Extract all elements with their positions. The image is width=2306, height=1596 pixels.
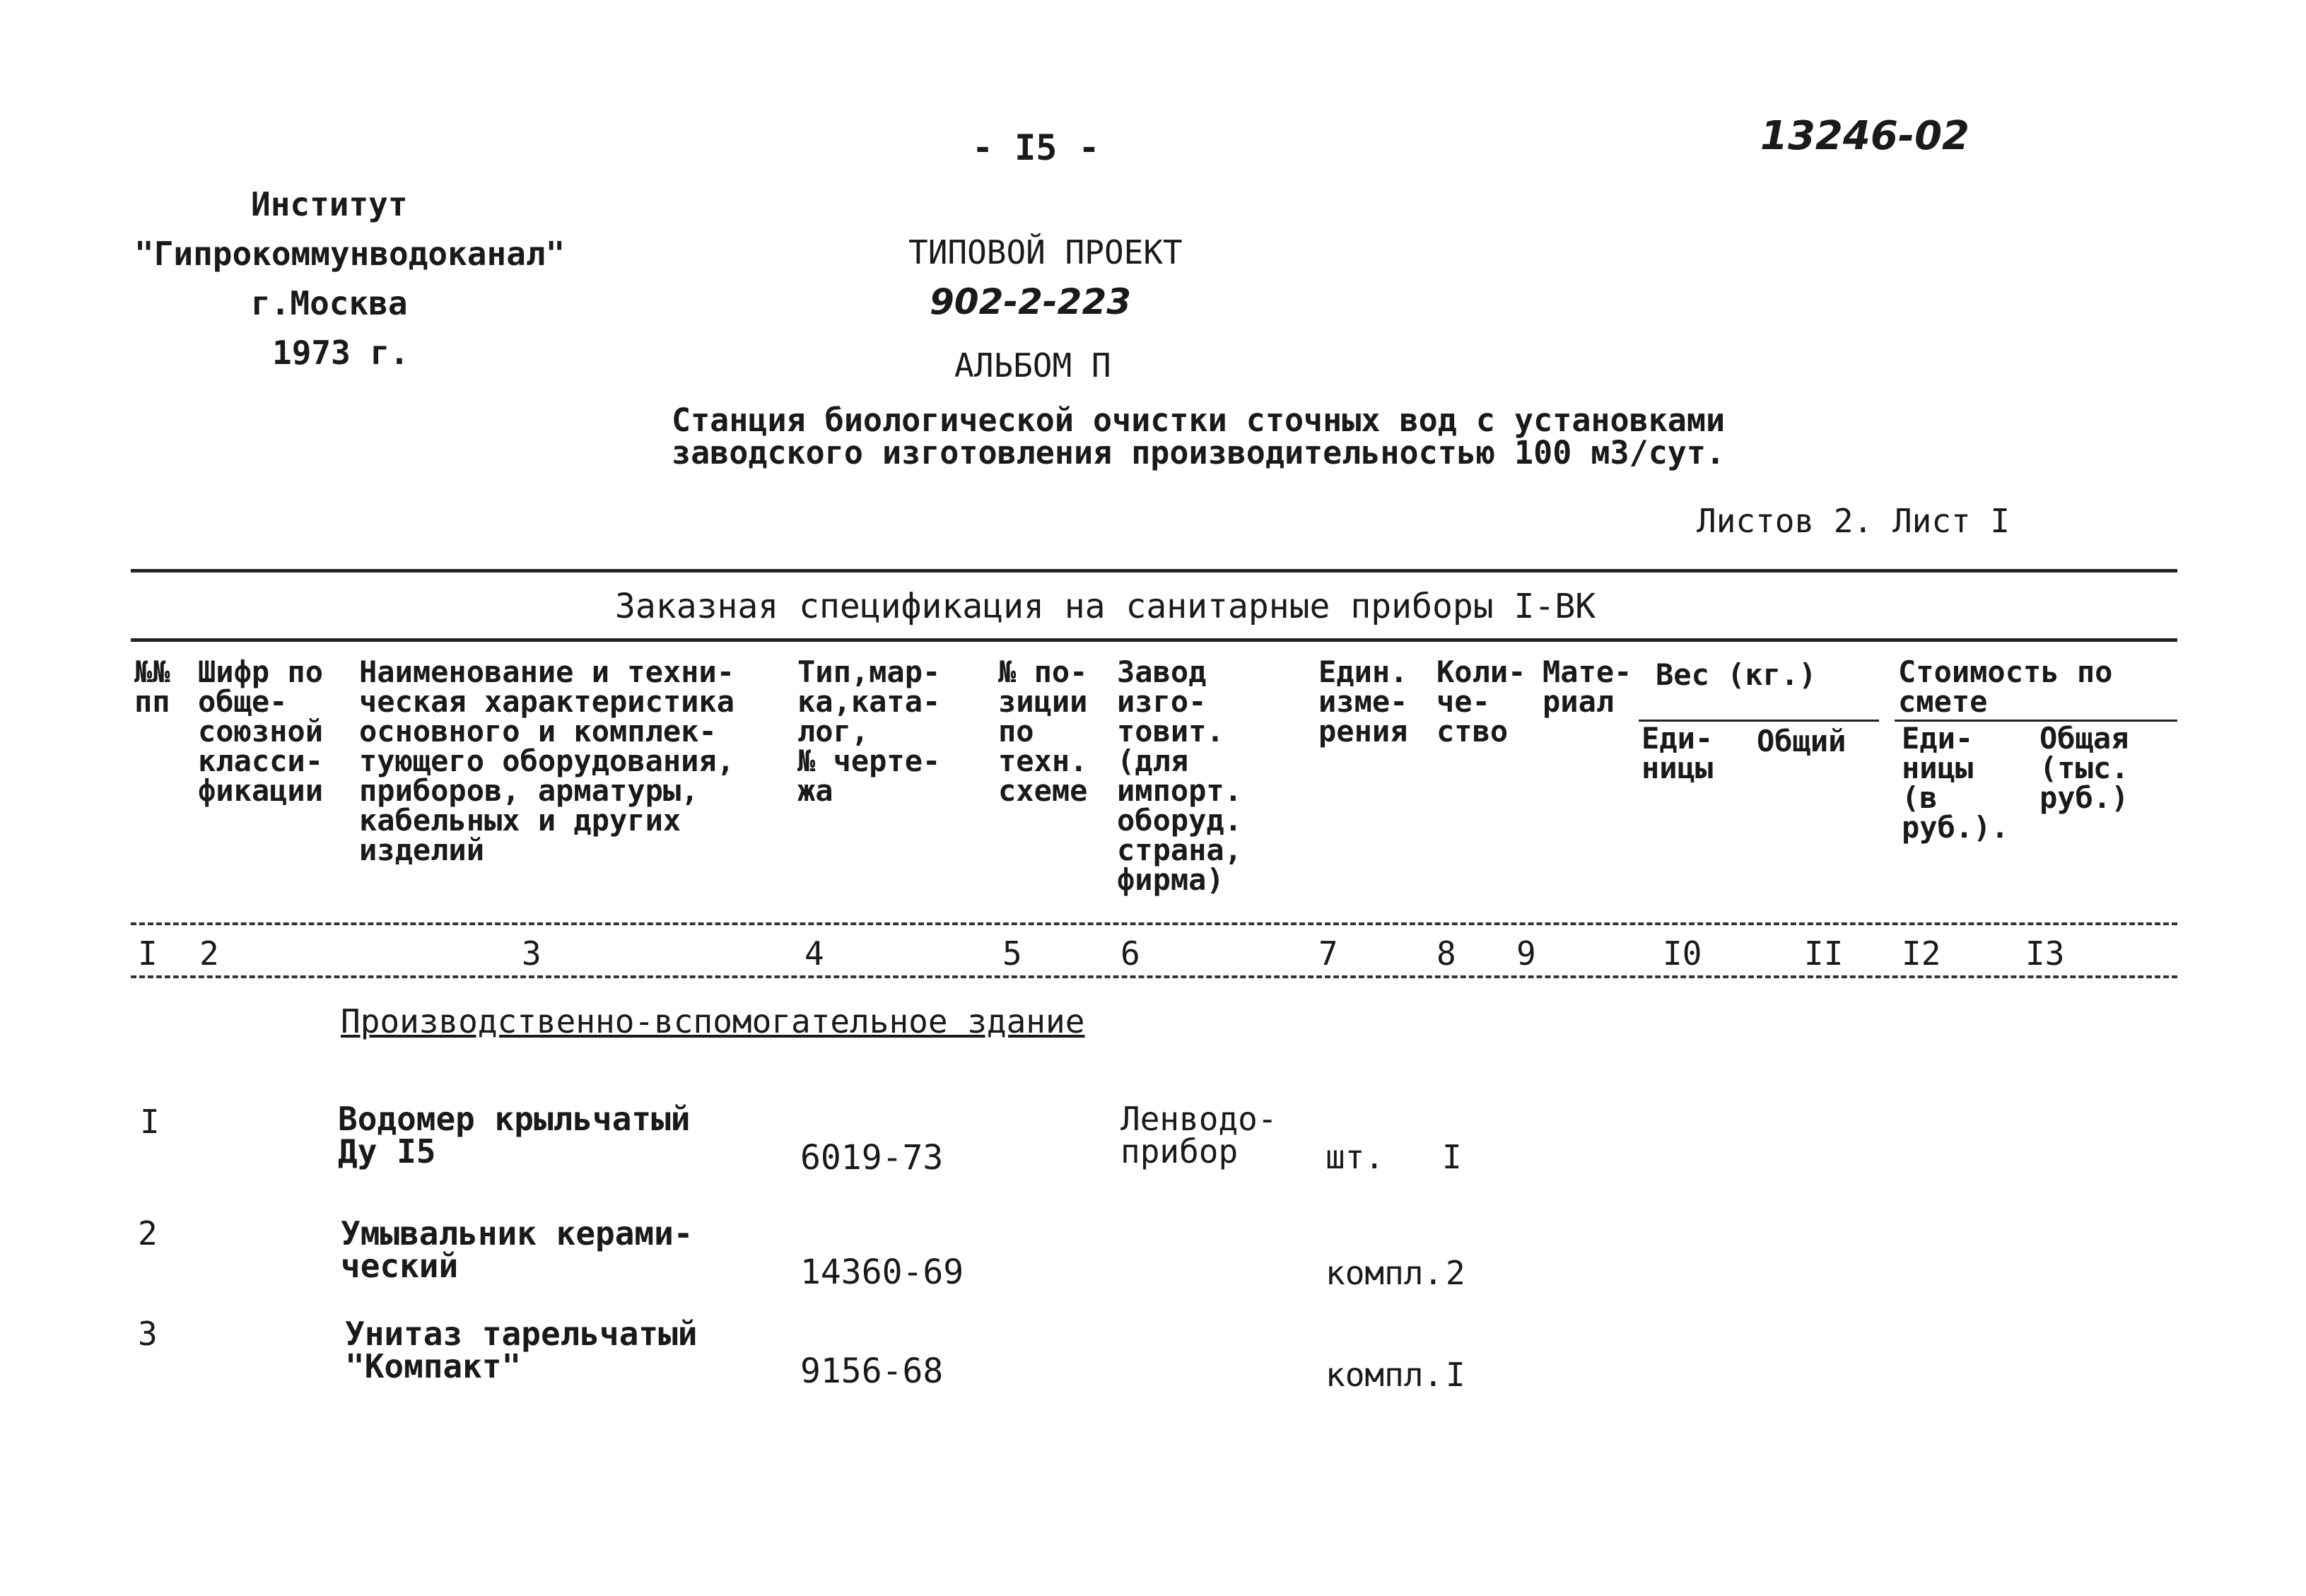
header-col-11: Общий (1757, 724, 1846, 758)
institute-year: 1973 г. (272, 334, 409, 372)
column-number: 2 (199, 934, 219, 973)
section-title: Производственно-вспомогательное здание (341, 1002, 1085, 1040)
column-number: I (138, 934, 158, 973)
project-title-line-1: Станция биологической очистки сточных вод с установками (672, 401, 1726, 439)
header-col-10: Еди- ницы (1641, 721, 1714, 785)
column-number: I0 (1663, 934, 1702, 973)
column-number: 7 (1318, 934, 1338, 973)
header-col-5: № по- зиции по техн. схеме (998, 655, 1088, 808)
header-col-2: Шифр по обще- союзной класси- фикации (198, 655, 324, 808)
item-unit: компл. (1325, 1356, 1444, 1394)
item-name: Умывальник керами- ческий (341, 1214, 693, 1285)
table-top-rule (131, 569, 2177, 573)
item-type: 14360-69 (800, 1252, 964, 1292)
column-number: II (1804, 934, 1844, 973)
header-col-13: Общая (тыс. руб.) (2039, 721, 2129, 815)
item-type: 6019-73 (800, 1138, 944, 1178)
item-quantity: I (1446, 1356, 1465, 1394)
item-name: Водомер крыльчатый Ду I5 (338, 1100, 691, 1170)
header-cost-group: Стоимость по смете (1898, 655, 2113, 719)
sheet-count: Листов 2. Лист I (1697, 502, 2011, 540)
column-number: 6 (1120, 934, 1140, 973)
item-quantity: I (1442, 1138, 1462, 1176)
column-numbers-top-rule (131, 922, 2177, 925)
item-unit: компл. (1325, 1254, 1444, 1292)
column-number: 5 (1002, 934, 1022, 973)
header-weight-group: Вес (кг.) (1656, 657, 1817, 692)
institute-city: г.Москва (251, 284, 408, 322)
column-number: 3 (522, 934, 542, 973)
header-col-3: Наименование и техни- ческая характеристика основного и комплек- тующего оборудования, приборов, арматуры, кабельных и других изделий (359, 655, 735, 867)
institute-full-name: "Гипрокоммунводоканал" (134, 235, 566, 273)
table-title: Заказная спецификация на санитарные приборы I-ВК (615, 587, 1596, 626)
header-col-9: Мате- риал (1543, 655, 1632, 719)
column-numbers-bottom-rule (131, 975, 2177, 978)
row-number: I (140, 1103, 160, 1141)
header-col-4: Тип,мар- ка,ката- лог, № черте- жа (797, 655, 941, 808)
column-number: 8 (1436, 934, 1456, 973)
column-number: I2 (1902, 934, 1941, 973)
item-manufacturer: Ленводо- прибор (1120, 1100, 1277, 1170)
item-quantity: 2 (1446, 1254, 1465, 1292)
album-label: АЛЬБОМ П (954, 346, 1111, 385)
project-label: ТИПОВОЙ ПРОЕКТ (908, 233, 1183, 271)
institute-name: Институт (251, 185, 408, 223)
item-type: 9156-68 (800, 1351, 944, 1391)
header-col-8: Коли- че- ство (1436, 655, 1526, 749)
project-number: 902-2-223 (930, 281, 1132, 322)
column-number: 4 (804, 934, 824, 973)
header-col-12: Еди- ницы (в руб.). (1902, 721, 2009, 845)
page-number: - I5 - (972, 127, 1100, 168)
header-col-7: Един. изме- рения (1318, 655, 1408, 749)
project-title-line-2: заводского изготовления производительностью 100 м3/сут. (672, 434, 1726, 471)
row-number: 3 (138, 1315, 158, 1353)
column-number: I3 (2025, 934, 2065, 973)
item-unit: шт. (1325, 1138, 1385, 1176)
document-code: 13246-02 (1760, 113, 1970, 159)
row-number: 2 (138, 1214, 158, 1252)
table-title-rule (131, 638, 2177, 642)
column-number: 9 (1516, 934, 1536, 973)
item-name: Унитаз тарельчатый "Компакт" (345, 1315, 698, 1385)
header-col-1: №№ пп (134, 655, 170, 719)
header-col-6: Завод изго- товит. (для импорт. оборуд. страна, фирма) (1117, 655, 1243, 897)
